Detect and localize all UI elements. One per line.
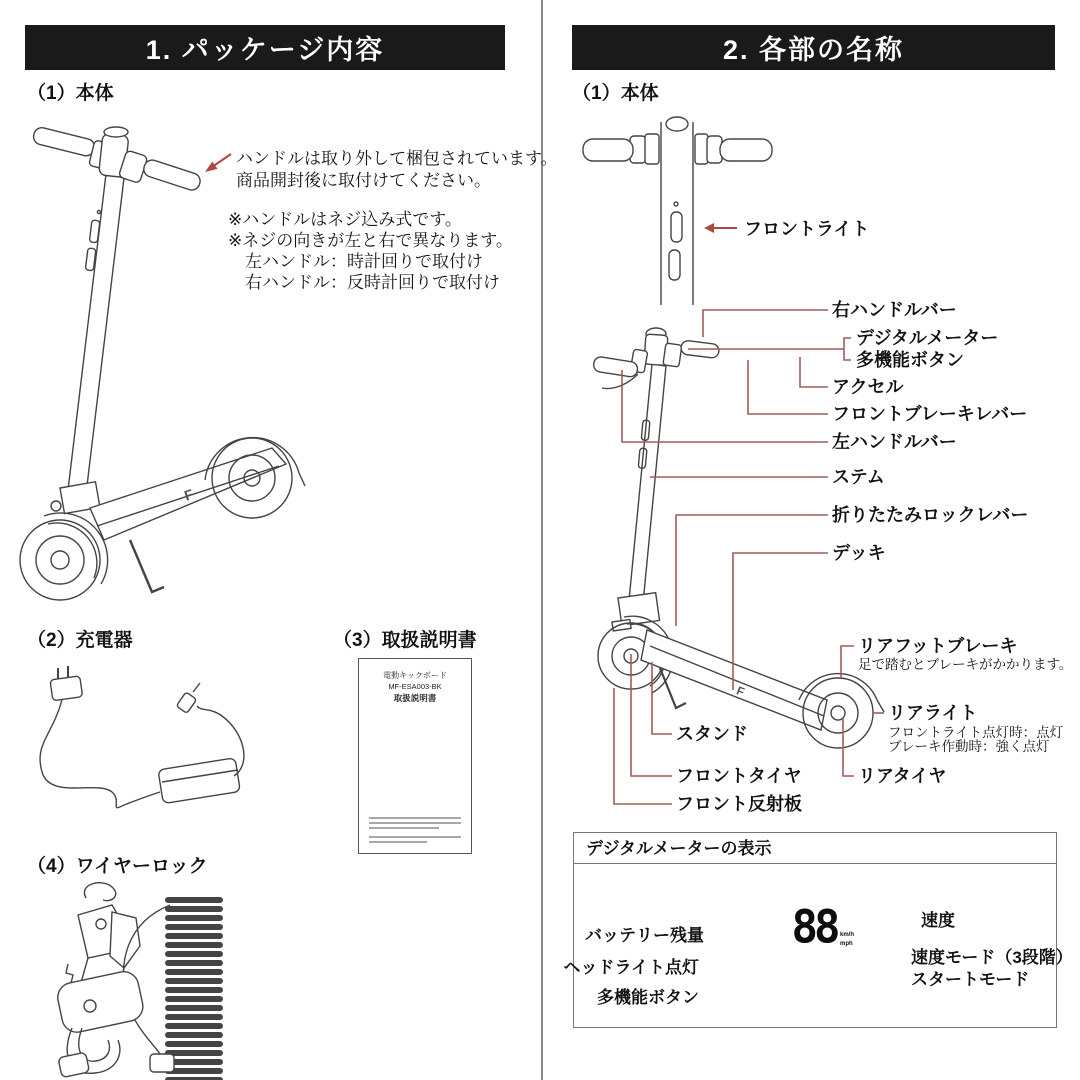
section-body-label-right: （1）本体 — [572, 83, 659, 104]
manual-fine-print — [369, 841, 427, 843]
part-label-right-handlebar: 右ハンドルバー — [832, 300, 957, 320]
part-label-front-brake-lever: フロントブレーキレバー — [832, 404, 1028, 424]
manual-cover-model: MF-ESA003-BK — [388, 682, 442, 691]
part-note-rear-light-1: フロントライト点灯時：点灯 — [888, 725, 1064, 740]
part-label-front-reflector: フロント反射板 — [676, 794, 802, 814]
right-panel-header: 2. 各部の名称 — [572, 25, 1055, 70]
meter-unit-mph: mph — [840, 941, 853, 947]
part-label-multi-function-button: 多機能ボタン — [856, 350, 964, 370]
part-label-stand: スタンド — [676, 724, 748, 744]
manual-fine-print — [369, 817, 461, 819]
deck-logo: F — [182, 485, 196, 504]
part-note-rear-foot-brake: 足で踏むとブレーキがかかります。 — [858, 657, 1073, 672]
meter-label-start-mode: スタートモード — [911, 970, 1030, 989]
part-label-digital-meter: デジタルメーター — [856, 328, 999, 348]
scooter-illustration — [20, 126, 305, 600]
manual-cover-title1: 電動キックボード — [383, 671, 447, 680]
meter-speed-display: 88 — [791, 900, 837, 954]
manual-fine-print — [369, 836, 461, 838]
manual-cover-title2: 取扱説明書 — [393, 693, 437, 703]
section-wirelock-label: （4）ワイヤーロック — [27, 856, 208, 877]
deck-logo-side: F — [734, 683, 747, 700]
part-label-rear-tire: リアタイヤ — [858, 766, 947, 786]
meter-label-multi-function: 多機能ボタン — [597, 988, 699, 1007]
part-label-front-light: フロントライト — [744, 219, 870, 239]
meter-box-title-row — [574, 833, 1056, 864]
handle-arrow — [205, 154, 231, 172]
part-label-deck: デッキ — [832, 543, 886, 563]
part-label-front-tire: フロントタイヤ — [676, 766, 802, 786]
part-label-left-handlebar: 左ハンドルバー — [832, 432, 957, 452]
meter-label-battery: バッテリー残量 — [585, 926, 704, 945]
screw-note-line4: 右ハンドル：反時計回りで取付け — [245, 273, 500, 292]
screw-note-line3: 左ハンドル：時計回りで取付け — [245, 252, 483, 271]
meter-label-headlight: ヘッドライト点灯 — [563, 958, 699, 977]
meter-unit-kmh: km/h — [840, 932, 855, 938]
screw-note-line2: ※ネジの向きが左と右で異なります。 — [228, 231, 513, 250]
section-manual-label: （3）取扱説明書 — [333, 630, 477, 651]
meter-label-speed-mode: 速度モード（3段階） — [911, 948, 1073, 967]
manual-fine-print — [369, 827, 439, 829]
part-label-stem: ステム — [832, 467, 885, 487]
part-label-rear-foot-brake: リアフットブレーキ — [858, 636, 1018, 656]
part-note-rear-light-2: ブレーキ作動時：強く点灯 — [888, 739, 1050, 754]
wire-lock-illustration — [55, 883, 220, 1080]
left-panel-header: 1. パッケージ内容 — [25, 25, 505, 70]
part-label-rear-light: リアライト — [888, 703, 978, 723]
section-charger-label: （2）充電器 — [27, 630, 133, 651]
charger-illustration — [40, 666, 244, 808]
handle-note-line2: 商品開封後に取付けてください。 — [236, 171, 491, 190]
section-body-label: （1）本体 — [27, 83, 114, 104]
meter-label-speed: 速度 — [921, 911, 955, 930]
part-label-folding-lock-lever: 折りたたみロックレバー — [832, 505, 1029, 525]
manual-fine-print — [369, 822, 461, 824]
front-light-arrow — [704, 223, 737, 233]
part-label-accelerator: アクセル — [832, 377, 904, 397]
handlebar-front-view — [583, 117, 772, 305]
manual-cover — [358, 658, 472, 854]
handle-note-line1: ハンドルは取り外して梱包されています。 — [236, 149, 558, 168]
meter-box-title: デジタルメーターの表示 — [586, 839, 772, 858]
screw-note-line1: ※ハンドルはネジ込み式です。 — [228, 210, 462, 229]
